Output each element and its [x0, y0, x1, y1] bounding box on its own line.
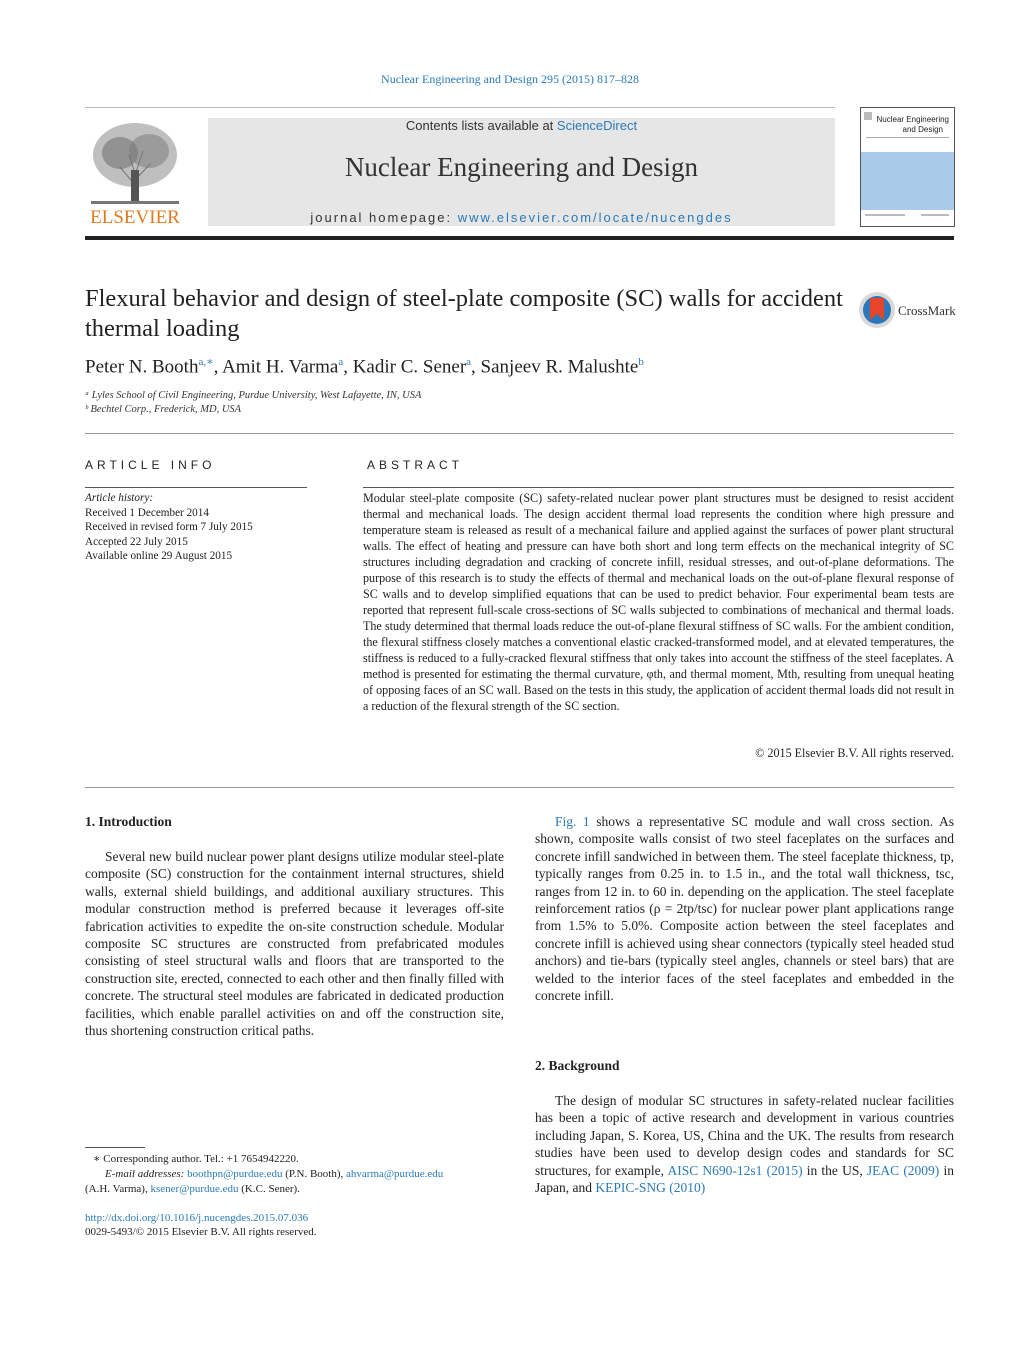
article-history — [85, 491, 253, 564]
cover-title-1: Nuclear Engineering — [876, 115, 949, 124]
homepage-prefix: journal homepage: — [310, 210, 458, 225]
header-thick-rule — [85, 236, 954, 240]
cover-title-2: and Design — [902, 125, 943, 134]
author-name[interactable]: Kadir C. Sener — [352, 356, 467, 378]
abstract-heading: ABSTRACT — [367, 458, 464, 472]
author-affiliation-marker[interactable]: a — [338, 356, 344, 368]
background-text: in the US, — [802, 1162, 867, 1178]
corresponding-author-note: ∗ Corresponding author. Tel.: +1 7654942220. — [93, 1153, 299, 1165]
footnote-rule — [85, 1147, 145, 1148]
homepage-link[interactable]: www.elsevier.com/locate/nucengdes — [457, 210, 733, 225]
crossmark-badge[interactable] — [858, 290, 958, 330]
email-label: E-mail addresses: — [105, 1168, 185, 1180]
kepic-reference-link[interactable]: KEPIC-SNG (2010) — [595, 1180, 706, 1196]
elsevier-logo — [85, 115, 185, 227]
right-paragraph-text: shows a representative SC module and wall cross section. As shown, composite walls consist of two steel faceplates on the surfaces and concrete infill sandwiched in between them. The steel faceplate thickness, tp, typically ranges from 0.25 in. to 1.5 in., and the total wall thickness, tsc, ranges from 12 in. to 60 in. depending on the application. The steel faceplate reinforcement ratios (ρ = 2tp/tsc) for nuclear power plant applications range from 1.5% to 5.0%. Composite action between the steel faceplates and concrete infill is achieved using shear connectors (typically steel headed stud anchors) and tie-bars (typically steel angles, channels or steel bars) that are welded to the interior faces of the steel faceplates and embedded in the concrete infill. — [535, 814, 954, 1004]
jeac-reference-link[interactable]: JEAC (2009) — [866, 1162, 940, 1178]
background-text: in Japan, and — [535, 1162, 954, 1196]
article-title: Flexural behavior and design of steel-plate composite (SC) walls for accident thermal loading — [85, 285, 843, 342]
intro-paragraph: Several new build nuclear power plant designs utilize modular steel-plate composite (SC) construction for the containment internal structures, shield walls, external shield buildings, and additional auxiliary structures. This modular construction method is preferred because it leverages off-site fabrication activities to expedite the on-site construction schedule. Modular composite SC structures are constructed from prefabricated modules consisting of steel structural walls and floors that are transported to the construction site, erected, connected to each other and then finally filled with concrete. The structural steel modules are fabricated in dedicated production facilities, which enable parallel activities on and off the construction site, thus shortening construction critical paths. — [85, 849, 504, 1039]
abstract-text: Modular steel-plate composite (SC) safety-related nuclear power plant structures must be designed to resist accident thermal and mechanical loads. The design accident thermal load represents the condition where high pressure and temperature steam is released as result of a mechanical failure and applied against the surfaces of power plant structural walls. The effect of heating and pressure can have both short and long term effects on the mechanical integrity of SC structures including degradation and cracking of concrete infill, residual stresses, and out-of-plane deformations. The purpose of this research is to study the effects of thermal and mechanical loads on the out-of-plane flexural response of SC walls and to develop simplified equations that can be used to predict behavior. Four experimental beam tests are reported that represent full-scale cross-sections of SC walls subjected to combinations of mechanical and thermal loads. The study determined that thermal loads reduce the out-of-plane flexural stiffness of SC walls. For the ambient condition, the flexural stiffness closely matches a conventional elastic cracked-transformed model, and at elevated temperatures, the stiffness is reduced to a fully-cracked flexural stiffness that only takes into account the stiffness of the steel faceplates. A method is presented for estimating the thermal curvature, φth, and thermal moment, Mth, resulting from unequal heating of opposing faces of an SC wall. Based on the tests in this study, the application of accident thermal loads did not result in a reduction of the flexural strength of the SC section. — [363, 491, 954, 713]
history-received: Received 1 December 2014 — [85, 506, 209, 519]
issn-line: 0029-5493/© 2015 Elsevier B.V. All rights reserved. — [85, 1226, 317, 1238]
article-info-rule — [85, 487, 307, 488]
crossmark-label: CrossMark — [898, 303, 956, 318]
elsevier-wordmark: ELSEVIER — [90, 207, 180, 227]
author-name[interactable]: Sanjeev R. Malushte — [480, 356, 639, 378]
homepage-line — [208, 210, 835, 225]
abstract-rule — [363, 487, 954, 488]
author-separator: , — [343, 356, 353, 378]
email-sener[interactable]: ksener@purdue.edu — [150, 1183, 239, 1195]
email-line-2 — [85, 1182, 515, 1197]
author-name[interactable]: Peter N. Booth — [85, 356, 199, 378]
email-varma[interactable]: ahvarma@purdue.edu — [346, 1168, 444, 1180]
journal-header-box — [208, 118, 835, 226]
author-affiliation-marker[interactable]: b — [638, 356, 644, 368]
abstract-copyright: © 2015 Elsevier B.V. All rights reserved. — [755, 746, 954, 760]
email-booth[interactable]: boothpn@purdue.edu — [187, 1168, 283, 1180]
email-booth-owner: (P.N. Booth), — [282, 1168, 347, 1180]
intro-heading: 1. Introduction — [85, 814, 172, 829]
contents-prefix: Contents lists available at — [405, 118, 557, 133]
divider — [85, 433, 954, 434]
background-text: The design of modular SC structures in safety-related nuclear facilities has been a topic of active research and development in various countries including Japan, S. Korea, US, China and the UK. The results from research studies have been used to develop design codes and standards for SC structures, for example, — [535, 1093, 954, 1178]
article-info-heading: ARTICLE INFO — [85, 458, 216, 472]
history-accepted: Accepted 22 July 2015 — [85, 535, 188, 548]
email-varma-owner: (A.H. Varma), — [85, 1183, 151, 1195]
author-name[interactable]: Amit H. Varma — [222, 356, 339, 378]
history-online: Available online 29 August 2015 — [85, 550, 233, 562]
affiliation-a: ᵃ Lyles School of Civil Engineering, Purdue University, West Lafayette, IN, USA — [85, 390, 422, 401]
journal-name: Nuclear Engineering and Design — [344, 152, 699, 182]
email-line — [85, 1167, 515, 1182]
author-separator: , — [471, 356, 481, 378]
background-heading: 2. Background — [535, 1058, 620, 1073]
sciencedirect-link[interactable]: ScienceDirect — [556, 118, 638, 133]
journal-cover-image — [861, 108, 954, 226]
elsevier-tree-icon — [85, 115, 185, 227]
figure-1-link[interactable]: Fig. 1 — [555, 814, 590, 829]
aisc-reference-link[interactable]: AISC N690-12s1 (2015) — [667, 1162, 803, 1178]
author-list — [85, 355, 644, 378]
history-revised: Received in revised form 7 July 2015 — [85, 521, 253, 533]
email-sener-owner: (K.C. Sener). — [238, 1183, 300, 1195]
journal-cover[interactable] — [860, 107, 955, 227]
contents-line — [208, 118, 835, 133]
author-separator: , — [213, 356, 223, 378]
article-history-label: Article history: — [85, 492, 154, 504]
right-column-paragraph — [535, 813, 954, 1004]
background-paragraph — [535, 1092, 954, 1196]
divider — [85, 787, 954, 788]
author-affiliation-marker[interactable]: a,∗ — [198, 356, 214, 368]
author-affiliation-marker[interactable]: a — [466, 356, 472, 368]
top-divider — [85, 107, 835, 108]
affiliation-b: ᵇ Bechtel Corp., Frederick, MD, USA — [85, 404, 242, 415]
footnotes — [85, 1152, 515, 1197]
journal-reference[interactable]: Nuclear Engineering and Design 295 (2015) 817–828 — [381, 72, 639, 86]
doi-link[interactable]: http://dx.doi.org/10.1016/j.nucengdes.2015.07.036 — [85, 1212, 309, 1224]
